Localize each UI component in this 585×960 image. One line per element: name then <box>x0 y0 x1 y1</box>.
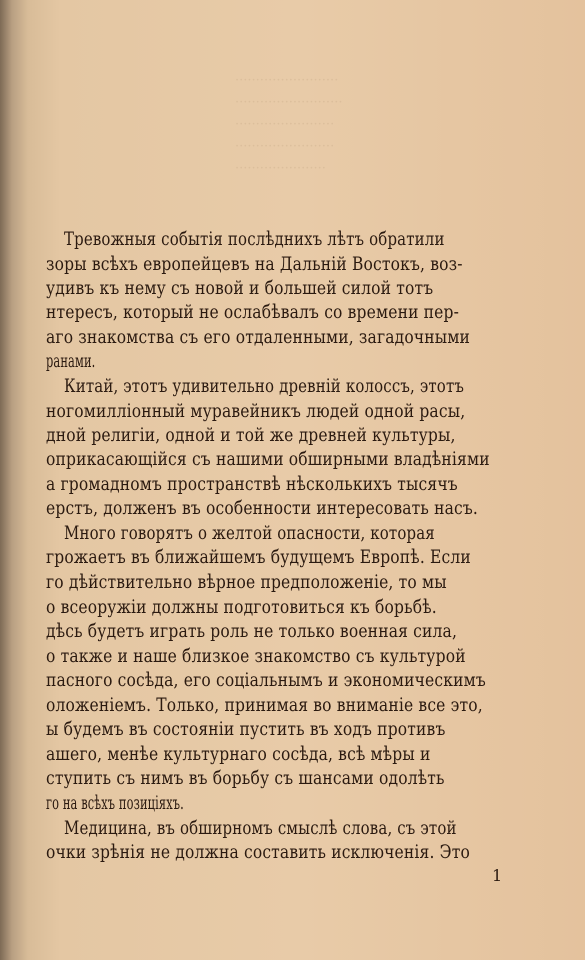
text-line: удивъ къ нему съ новой и большей силой тотъ <box>46 277 434 299</box>
text-line: Медицина, въ обширномъ смыслѣ слова, съ этой <box>64 817 457 839</box>
text-line: Китай, этотъ удивительно древній колоссъ, этотъ <box>64 375 465 397</box>
text-line: ы будемъ въ состояніи пустить въ ходъ противъ <box>46 718 446 740</box>
text-line: го дѣйствительно вѣрное предположеніе, то мы <box>46 571 447 593</box>
text-line: оложеніемъ. Только, принимая во вниманіе все это, <box>46 694 483 716</box>
text-line: оприкасающійся съ нашими обширными владѣніями <box>46 448 490 470</box>
text-line: ерстъ, долженъ въ особенности интересовать насъ. <box>46 497 478 519</box>
text-line: очки зрѣнія не должна составить исключенія. Это <box>46 841 470 863</box>
text-line: Тревожныя событія послѣднихъ лѣтъ обратили <box>64 228 445 250</box>
text-line: пасного сосѣда, его соціальнымъ и экономическимъ <box>46 669 486 691</box>
text-line: зоры всѣхъ европейцевъ на Дальній Востокъ, воз- <box>46 253 463 275</box>
text-line: нтересъ, который не ослабѣвалъ со времени пер- <box>46 301 460 323</box>
bleed-through-text: ························· ·························· ························ ························ ······················ <box>235 73 343 176</box>
text-line: грожаетъ въ ближайшемъ будущемъ Европѣ. Если <box>46 546 471 568</box>
text-line: го на всѣхъ позиціяхъ. <box>46 792 184 814</box>
text-line: а громадномъ пространствѣ нѣсколькихъ тысячъ <box>46 473 458 495</box>
text-line: о всеоружіи должны подготовиться къ борьбѣ. <box>46 596 437 618</box>
text-line: ногомиллiонный муравейникъ людей одной расы, <box>46 400 466 422</box>
text-line: ашего, менѣе культурнаго сосѣда, всѣ мѣры и <box>46 743 431 765</box>
text-line: дѣсь будетъ играть роль не только военная сила, <box>46 620 458 642</box>
page-number: 1 <box>492 866 503 885</box>
text-line: Много говорятъ о желтой опасности, которая <box>64 522 435 544</box>
text-line: дной религіи, одной и той же древней культуры, <box>46 424 456 446</box>
text-line: аго знакомства съ его отдаленными, загадочными <box>46 326 471 348</box>
text-line: о также и наше близкое знакомство съ культурой <box>46 645 466 667</box>
text-line: ступить съ нимъ въ борьбу съ шансами одолѣть <box>46 767 445 789</box>
text-line: ранами. <box>46 350 96 372</box>
